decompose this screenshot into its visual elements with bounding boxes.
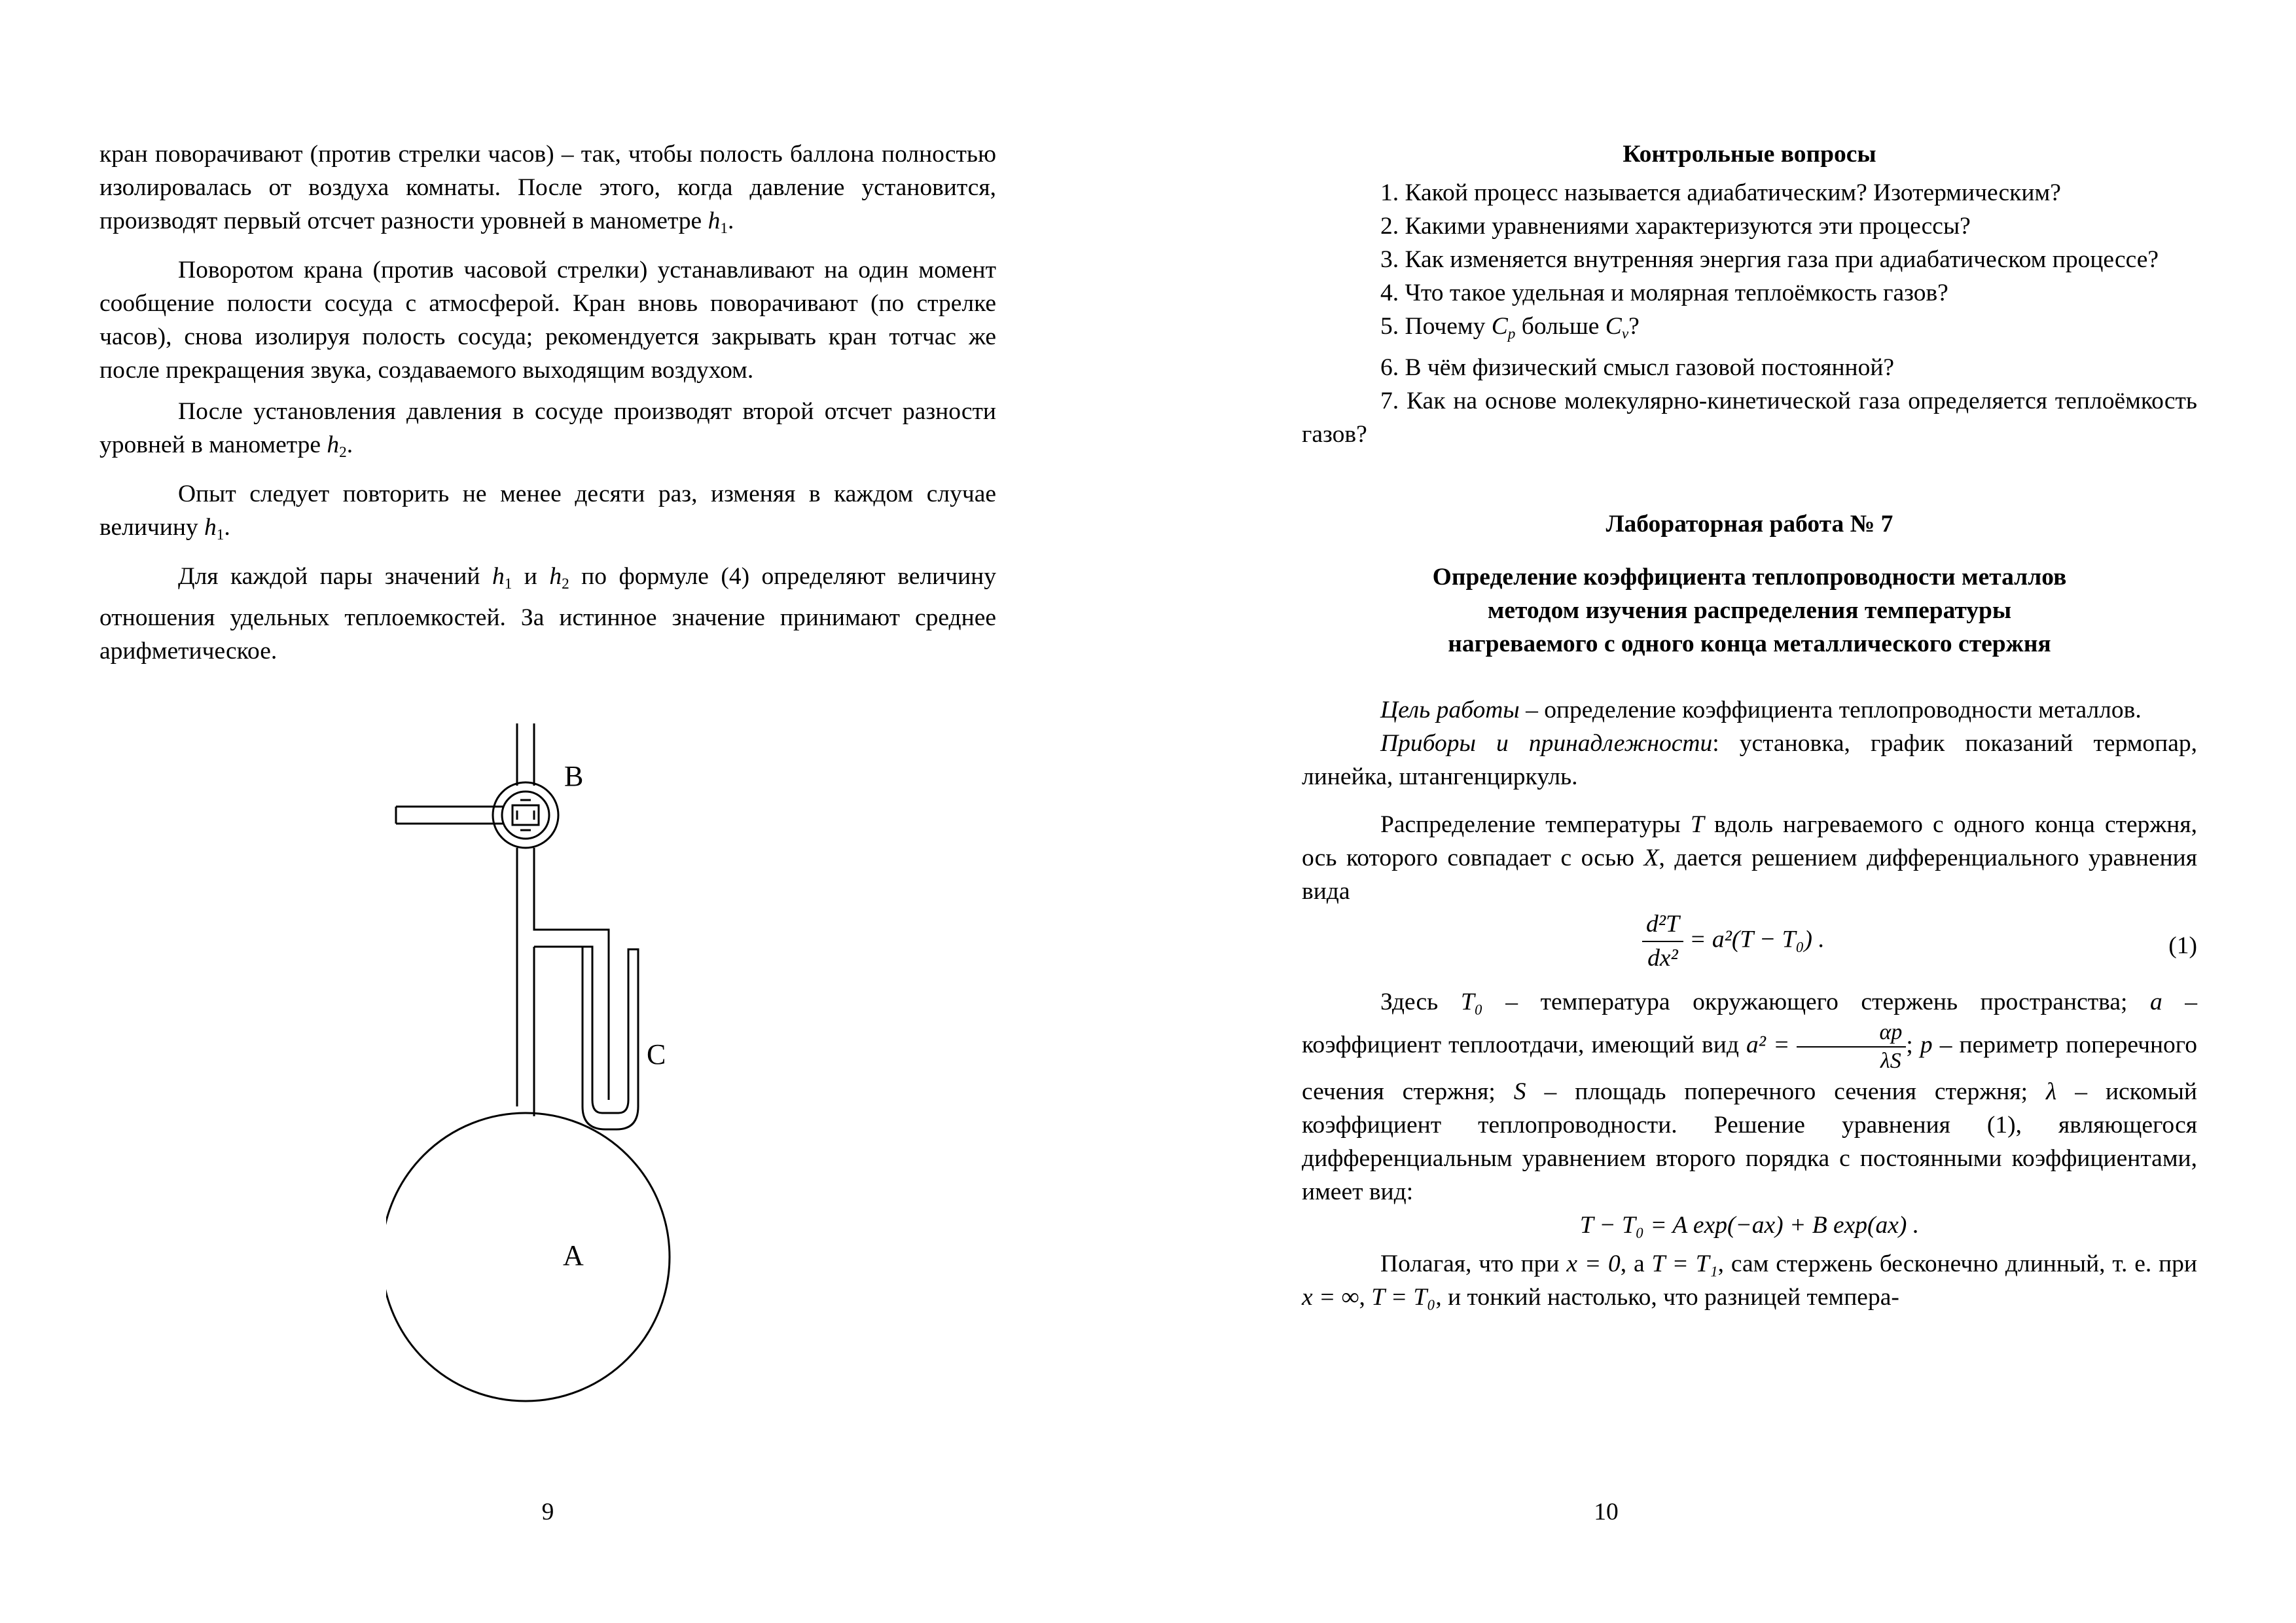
inlet-pipe [396, 807, 504, 824]
question-1: 1. Какой процесс называется адиабатическим? Изотермическим? [1380, 179, 2061, 206]
label-valve-b: B [564, 760, 584, 792]
question-3: 3. Как изменяется внутренняя энергия газа при адиабатическом процессе? [1380, 246, 2159, 273]
page-number-left: 9 [541, 1499, 554, 1525]
vessel-sphere [386, 1113, 670, 1401]
vertical-tube [517, 723, 534, 786]
left-text-column [99, 137, 996, 668]
definitions-paragraph: Здесь T₀ – температура окружающего стержень пространства; a – коэффициент теплоотдачи, имеющий вид a² = $\frac{\alpha p}{\lambda S}$ ; p – периметр поперечного сечения стержня; S – площадь поперечного сечения стержня; λ – искомый коэффициент теплопроводности. Решение уравнения (1), являющегося дифференциальным уравнением второго порядка с постоянными коэффициентами, имеет вид: [1302, 988, 2198, 1205]
question-6: 6. В чём физический смысл газовой постоянной? [1380, 354, 1895, 381]
lab-title: Лабораторная работа № 7 [1605, 510, 1893, 538]
paragraph-each-pair: Для каждой пары значений $h_1$ и $h_2$ по формуле (4) определяют величину отношения удельных теплоемкостей. За истинное значение принимают среднее арифметическое. [99, 562, 996, 665]
right-page [1148, 0, 2296, 1623]
equation-1 [1302, 908, 2197, 985]
page-number-right: 10 [1594, 1499, 1619, 1525]
question-4: 4. Что такое удельная и молярная теплоёмкость газов? [1380, 280, 1948, 306]
assumption-paragraph: Полагая, что при x = 0, а T = T₁, сам стержень бесконечно длинный, т. е. при x = ∞, T = T₀, и тонкий настолько, что разницей темпера- [1302, 1250, 2197, 1311]
goal-paragraph: Цель работы – определение коэффициента теплопроводности металлов. [1380, 696, 2142, 723]
label-vessel-a: A [563, 1239, 584, 1271]
paragraph-second-reading: После установления давления в сосуде производят второй отсчет разности уровней в манометре $h_2$. [99, 397, 996, 461]
paragraph-valve-rotation: Поворотом крана (против часовой стрелки) устанавливают на один момент сообщение полости сосуда с атмосферой. Кран вновь поворачивают (по стрелке часов), снова изолируя полость сосуда; рекомендуется закрывать кран тотчас же после прекращения звука, создаваемого выходящим воздухом. [99, 256, 996, 384]
equipment-paragraph: Приборы и принадлежности: установка, график показаний термопар, линейка, штангенциркуль. [1302, 729, 2198, 790]
lab-subtitle-line-3: нагреваемого с одного конца металлического стержня [1448, 630, 2051, 657]
distribution-paragraph: Распределение температуры T вдоль нагреваемого с одного конца стержня, ось которого совпадает с осью X, дается решением дифференциального уравнения вида [1302, 811, 2198, 905]
neck-tube [517, 848, 609, 1106]
question-5: 5. Почему $C_p$ больше $C_v$? [1380, 313, 1640, 342]
equation-2: T − T₀ = A exp(−ax) + B exp(ax) . [1579, 1211, 1920, 1239]
lab-subtitle-line-2: методом изучения распределения температуры [1487, 596, 2012, 624]
lab-subtitle [1302, 560, 2197, 661]
question-2: 2. Какими уравнениями характеризуются эти процессы? [1380, 213, 1971, 240]
right-text-column [1302, 137, 2197, 1314]
manometer-tube [583, 947, 638, 1129]
apparatus-diagram [386, 714, 753, 1408]
question-7: 7. Как на основе молекулярно-кинетической газа определяется теплоёмкость газов? [1302, 387, 2197, 448]
equation-1-rhs: = a²(T − T₀) . [1689, 926, 1825, 953]
questions-title: Контрольные вопросы [1623, 141, 1876, 168]
lab-subtitle-line-1: Определение коэффициента теплопроводности металлов [1432, 563, 2067, 591]
equation-1-fraction: $\frac{\text{d²T}}{\text{dx²}}$ [1642, 908, 1683, 975]
paragraph-repeat: Опыт следует повторить не менее десяти раз, изменяя в каждом случае величину $h_1$. [99, 480, 996, 543]
equation-1-number: (1) [2168, 932, 2197, 959]
label-manometer-c: C [647, 1038, 666, 1070]
paragraph-valve-turn: кран поворачивают (против стрелки часов) – так, чтобы полость баллона полностью изолировалась от воздуха комнаты. После этого, когда давление установится, производят первый отсчет разности уровней в манометре $h_1$. [99, 141, 996, 237]
valve-inner-ring [502, 792, 549, 839]
